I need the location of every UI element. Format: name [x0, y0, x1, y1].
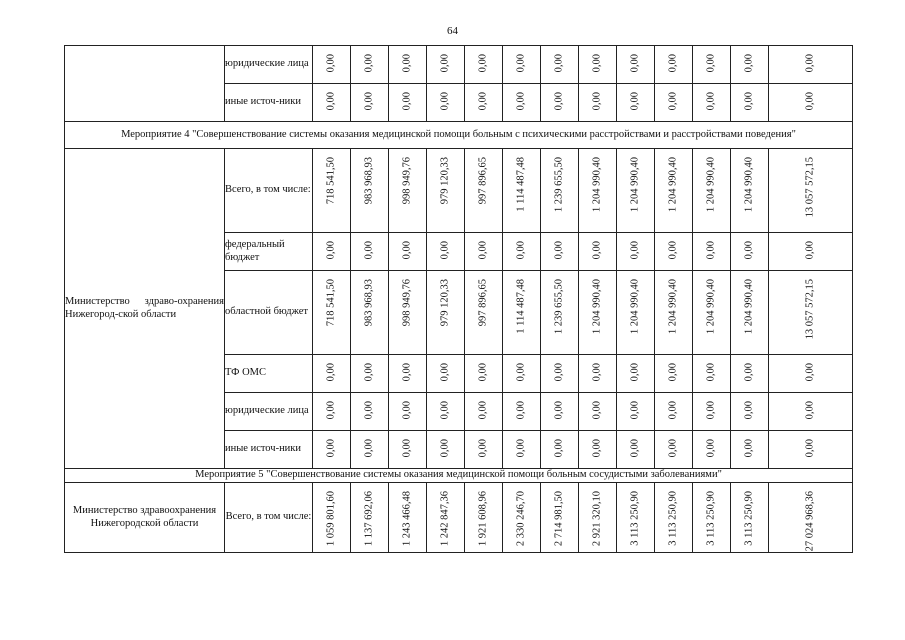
- value-text: 718 541,50: [325, 279, 337, 327]
- value-text: 0,00: [667, 439, 679, 458]
- value-text: 997 896,65: [477, 157, 489, 205]
- value-cell: [693, 233, 731, 271]
- value-cell: [351, 149, 389, 233]
- value-text: 0,00: [553, 439, 565, 458]
- value-cell: [731, 84, 769, 122]
- value-text: 0,00: [325, 241, 337, 260]
- value-cell: [427, 483, 465, 553]
- value-cell: [541, 233, 579, 271]
- value-text: 1 137 692,06: [363, 491, 375, 547]
- value-cell: [617, 271, 655, 355]
- value-text: 0,00: [363, 92, 375, 111]
- value-text: 0,00: [325, 363, 337, 382]
- value-text: 0,00: [591, 92, 603, 111]
- value-cell: [731, 483, 769, 553]
- value-cell: [693, 355, 731, 393]
- value-text: 3 113 250,90: [705, 491, 717, 546]
- value-cell: [313, 431, 351, 469]
- total-text: 0,00: [804, 401, 816, 420]
- value-text: 0,00: [629, 54, 641, 73]
- value-text: 0,00: [477, 439, 489, 458]
- value-text: 0,00: [325, 401, 337, 420]
- value-text: 3 113 250,90: [667, 491, 679, 546]
- value-text: 1 243 466,48: [401, 491, 413, 547]
- value-cell: [503, 84, 541, 122]
- value-cell: [617, 355, 655, 393]
- value-cell: [541, 393, 579, 431]
- value-cell: [579, 149, 617, 233]
- value-cell: [503, 483, 541, 553]
- value-text: 1 204 990,40: [705, 279, 717, 335]
- value-text: 0,00: [629, 439, 641, 458]
- value-text: 0,00: [515, 401, 527, 420]
- value-text: 1 204 990,40: [591, 157, 603, 213]
- value-cell: [427, 84, 465, 122]
- value-text: 1 204 990,40: [629, 279, 641, 335]
- value-text: 0,00: [401, 241, 413, 260]
- value-text: 0,00: [705, 54, 717, 73]
- value-text: 0,00: [401, 92, 413, 111]
- value-cell: [427, 149, 465, 233]
- value-text: 0,00: [363, 363, 375, 382]
- section-header-row: [65, 469, 853, 483]
- value-cell: [351, 431, 389, 469]
- value-cell: [541, 46, 579, 84]
- total-text: 0,00: [804, 54, 816, 73]
- section-header: Мероприятие 4 "Совершенствование системы оказания медицинской помощи больным с психическими расстройствами и расстройствами поведения": [65, 122, 853, 149]
- value-text: 0,00: [477, 363, 489, 382]
- value-text: 1 239 655,50: [553, 157, 565, 213]
- value-text: 0,00: [705, 439, 717, 458]
- value-text: 0,00: [705, 92, 717, 111]
- value-text: 1 921 608,96: [477, 491, 489, 547]
- value-text: 1 242 847,36: [439, 491, 451, 547]
- value-text: 0,00: [439, 439, 451, 458]
- section-header: Мероприятие 5 "Совершенствование системы оказания медицинской помощи больным сосудистыми заболеваниями": [65, 469, 853, 483]
- value-cell: [731, 149, 769, 233]
- funding-source-cell: федеральный бюджет: [225, 233, 313, 271]
- value-text: 0,00: [477, 92, 489, 111]
- value-cell: [579, 271, 617, 355]
- value-cell: [617, 84, 655, 122]
- value-cell: [313, 84, 351, 122]
- value-text: 1 204 990,40: [705, 157, 717, 213]
- value-text: 0,00: [401, 401, 413, 420]
- funding-source-cell: Всего, в том числе:: [225, 483, 313, 553]
- value-cell: [351, 46, 389, 84]
- value-text: 0,00: [439, 363, 451, 382]
- value-cell: [465, 233, 503, 271]
- value-text: 0,00: [667, 241, 679, 260]
- value-cell: [693, 149, 731, 233]
- value-text: 0,00: [667, 363, 679, 382]
- value-cell: [465, 393, 503, 431]
- value-text: 0,00: [667, 54, 679, 73]
- value-cell: [655, 393, 693, 431]
- value-text: 2 714 981,50: [553, 491, 565, 547]
- value-text: 0,00: [325, 92, 337, 111]
- value-cell: [731, 355, 769, 393]
- total-cell: [769, 149, 853, 233]
- value-cell: [389, 149, 427, 233]
- value-cell: [693, 46, 731, 84]
- value-cell: [465, 355, 503, 393]
- value-cell: [731, 233, 769, 271]
- value-cell: [731, 271, 769, 355]
- organization-cell: Министерство здраво-охранения Нижегород-ской области: [65, 149, 225, 469]
- value-text: 998 949,76: [401, 157, 413, 205]
- value-text: 3 113 250,90: [629, 491, 641, 546]
- value-text: 0,00: [591, 439, 603, 458]
- value-cell: [617, 393, 655, 431]
- value-cell: [427, 431, 465, 469]
- value-cell: [693, 84, 731, 122]
- value-text: 0,00: [439, 241, 451, 260]
- value-cell: [465, 483, 503, 553]
- value-cell: [503, 271, 541, 355]
- value-text: 0,00: [591, 54, 603, 73]
- value-text: 0,00: [439, 54, 451, 73]
- value-cell: [655, 233, 693, 271]
- value-cell: [617, 233, 655, 271]
- value-cell: [655, 46, 693, 84]
- value-cell: [313, 46, 351, 84]
- total-cell: [769, 46, 853, 84]
- value-text: 0,00: [363, 54, 375, 73]
- value-cell: [351, 271, 389, 355]
- value-text: 0,00: [591, 401, 603, 420]
- value-text: 0,00: [515, 54, 527, 73]
- value-text: 0,00: [363, 241, 375, 260]
- value-cell: [389, 233, 427, 271]
- value-cell: [313, 355, 351, 393]
- value-cell: [427, 393, 465, 431]
- value-cell: [579, 431, 617, 469]
- total-cell: [769, 233, 853, 271]
- value-text: 979 120,33: [439, 279, 451, 327]
- value-cell: [617, 483, 655, 553]
- value-text: 983 968,93: [363, 157, 375, 205]
- value-text: 0,00: [667, 401, 679, 420]
- value-cell: [579, 84, 617, 122]
- value-cell: [503, 355, 541, 393]
- value-text: 1 114 487,48: [515, 157, 527, 212]
- total-text: 0,00: [804, 92, 816, 111]
- total-text: 13 057 572,15: [804, 157, 816, 218]
- value-cell: [313, 271, 351, 355]
- value-text: 0,00: [705, 241, 717, 260]
- value-cell: [465, 46, 503, 84]
- total-cell: [769, 393, 853, 431]
- value-text: 0,00: [325, 54, 337, 73]
- value-cell: [503, 46, 541, 84]
- total-cell: [769, 355, 853, 393]
- value-cell: [389, 431, 427, 469]
- value-text: 0,00: [667, 92, 679, 111]
- value-text: 1 204 990,40: [667, 279, 679, 335]
- value-cell: [389, 355, 427, 393]
- value-cell: [427, 46, 465, 84]
- funding-source-cell: ТФ ОМС: [225, 355, 313, 393]
- value-cell: [655, 149, 693, 233]
- value-cell: [351, 355, 389, 393]
- value-text: 998 949,76: [401, 279, 413, 327]
- value-text: 0,00: [553, 363, 565, 382]
- value-text: 0,00: [705, 401, 717, 420]
- value-text: 0,00: [515, 439, 527, 458]
- value-cell: [465, 149, 503, 233]
- total-cell: [769, 431, 853, 469]
- value-text: 0,00: [591, 363, 603, 382]
- value-cell: [427, 233, 465, 271]
- value-text: 997 896,65: [477, 279, 489, 327]
- value-text: 0,00: [515, 363, 527, 382]
- value-cell: [427, 355, 465, 393]
- organization-cell: [65, 46, 225, 122]
- value-text: 1 239 655,50: [553, 279, 565, 335]
- value-text: 0,00: [629, 363, 641, 382]
- section-header-row: [65, 122, 853, 149]
- value-text: 0,00: [705, 363, 717, 382]
- value-cell: [465, 431, 503, 469]
- value-cell: [579, 46, 617, 84]
- funding-source-cell: областной бюджет: [225, 271, 313, 355]
- value-text: 2 921 320,10: [591, 491, 603, 547]
- value-cell: [579, 233, 617, 271]
- value-cell: [389, 393, 427, 431]
- value-text: 0,00: [477, 241, 489, 260]
- value-cell: [389, 271, 427, 355]
- value-cell: [313, 149, 351, 233]
- value-cell: [427, 271, 465, 355]
- value-cell: [389, 46, 427, 84]
- value-text: 0,00: [363, 439, 375, 458]
- total-cell: [769, 271, 853, 355]
- value-cell: [351, 483, 389, 553]
- value-cell: [579, 355, 617, 393]
- total-text: 27 024 968,36: [804, 491, 816, 552]
- value-text: 3 113 250,90: [743, 491, 755, 546]
- value-cell: [313, 233, 351, 271]
- value-cell: [313, 393, 351, 431]
- value-text: 0,00: [553, 92, 565, 111]
- value-cell: [693, 271, 731, 355]
- value-text: 0,00: [515, 92, 527, 111]
- value-cell: [313, 483, 351, 553]
- value-cell: [541, 149, 579, 233]
- value-cell: [503, 149, 541, 233]
- organization-cell: Министерство здравоохранения Нижегородской области: [65, 483, 225, 553]
- value-text: 718 541,50: [325, 157, 337, 205]
- value-text: 0,00: [401, 363, 413, 382]
- value-text: 1 204 990,40: [591, 279, 603, 335]
- value-cell: [617, 431, 655, 469]
- table-row: [65, 483, 853, 553]
- total-text: 0,00: [804, 363, 816, 382]
- value-cell: [351, 233, 389, 271]
- value-cell: [693, 393, 731, 431]
- value-cell: [541, 483, 579, 553]
- total-text: 13 057 572,15: [804, 279, 816, 340]
- value-text: 0,00: [439, 92, 451, 111]
- value-text: 0,00: [477, 401, 489, 420]
- value-cell: [351, 84, 389, 122]
- value-cell: [465, 271, 503, 355]
- value-text: 0,00: [401, 54, 413, 73]
- value-cell: [503, 393, 541, 431]
- value-text: 1 114 487,48: [515, 279, 527, 334]
- value-cell: [541, 84, 579, 122]
- value-text: 1 204 990,40: [743, 157, 755, 213]
- total-cell: [769, 483, 853, 553]
- value-text: 0,00: [553, 401, 565, 420]
- funding-source-cell: юридические лица: [225, 46, 313, 84]
- value-cell: [351, 393, 389, 431]
- value-cell: [579, 393, 617, 431]
- value-text: 1 059 801,60: [325, 491, 337, 547]
- value-cell: [579, 483, 617, 553]
- value-text: 0,00: [439, 401, 451, 420]
- value-text: 0,00: [629, 401, 641, 420]
- value-cell: [693, 483, 731, 553]
- value-text: 1 204 990,40: [667, 157, 679, 213]
- value-text: 0,00: [743, 401, 755, 420]
- value-text: 0,00: [363, 401, 375, 420]
- value-text: 0,00: [553, 54, 565, 73]
- value-text: 1 204 990,40: [743, 279, 755, 335]
- value-cell: [655, 84, 693, 122]
- funding-source-cell: иные источ-ники: [225, 84, 313, 122]
- value-cell: [541, 431, 579, 469]
- total-text: 0,00: [804, 439, 816, 458]
- value-cell: [655, 483, 693, 553]
- value-text: 0,00: [743, 439, 755, 458]
- value-text: 0,00: [591, 241, 603, 260]
- value-cell: [503, 233, 541, 271]
- value-text: 983 968,93: [363, 279, 375, 327]
- value-text: 1 204 990,40: [629, 157, 641, 213]
- total-cell: [769, 84, 853, 122]
- page-number: 64: [447, 25, 458, 37]
- value-cell: [731, 46, 769, 84]
- value-text: 0,00: [553, 241, 565, 260]
- value-text: 0,00: [401, 439, 413, 458]
- value-text: 0,00: [743, 363, 755, 382]
- value-cell: [541, 271, 579, 355]
- value-text: 979 120,33: [439, 157, 451, 205]
- table-row: [65, 149, 853, 233]
- value-cell: [655, 431, 693, 469]
- budget-table: [64, 45, 853, 553]
- value-cell: [503, 431, 541, 469]
- value-cell: [389, 483, 427, 553]
- value-cell: [693, 431, 731, 469]
- value-cell: [731, 431, 769, 469]
- value-cell: [655, 355, 693, 393]
- value-text: 0,00: [629, 241, 641, 260]
- table-row: [65, 46, 853, 84]
- value-text: 0,00: [743, 92, 755, 111]
- funding-source-cell: иные источ-ники: [225, 431, 313, 469]
- value-text: 0,00: [743, 54, 755, 73]
- value-text: 0,00: [477, 54, 489, 73]
- value-cell: [731, 393, 769, 431]
- value-text: 0,00: [743, 241, 755, 260]
- funding-source-cell: юридические лица: [225, 393, 313, 431]
- total-text: 0,00: [804, 241, 816, 260]
- value-cell: [655, 271, 693, 355]
- funding-source-cell: Всего, в том числе:: [225, 149, 313, 233]
- value-text: 0,00: [325, 439, 337, 458]
- value-cell: [617, 46, 655, 84]
- value-cell: [389, 84, 427, 122]
- value-text: 2 330 246,70: [515, 491, 527, 547]
- value-cell: [617, 149, 655, 233]
- value-text: 0,00: [515, 241, 527, 260]
- value-cell: [465, 84, 503, 122]
- value-cell: [541, 355, 579, 393]
- value-text: 0,00: [629, 92, 641, 111]
